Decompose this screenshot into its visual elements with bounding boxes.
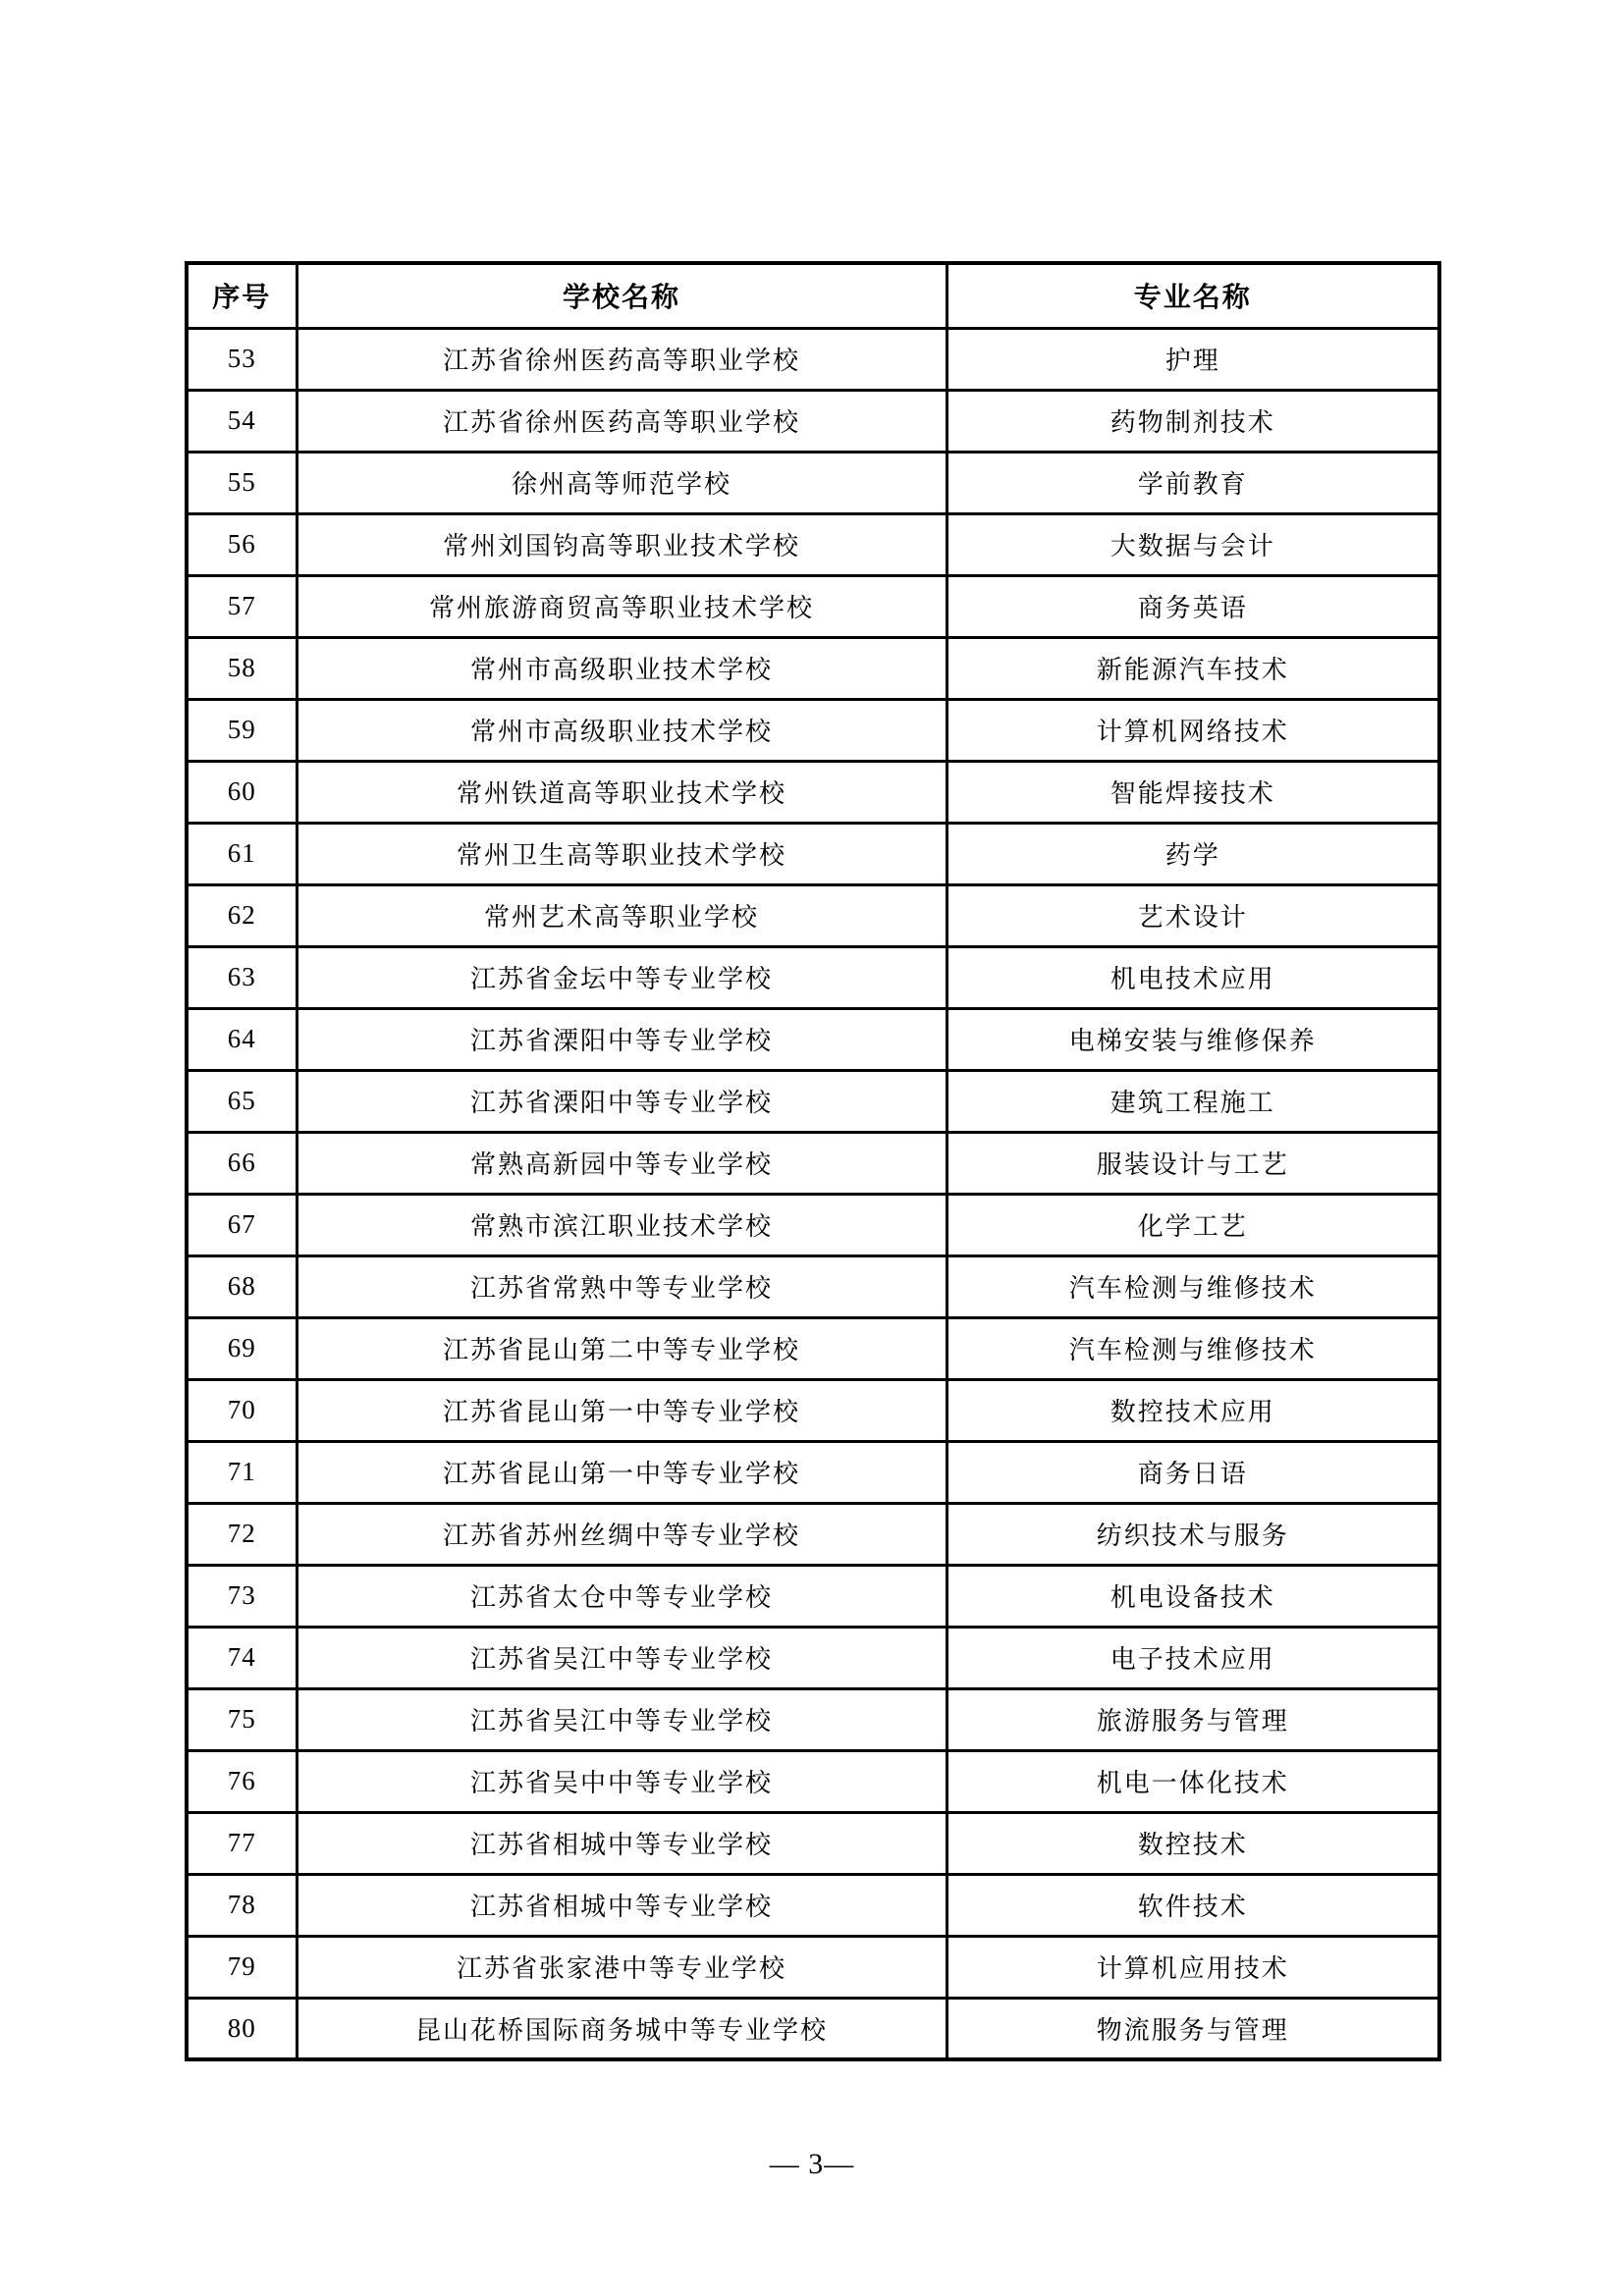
table-row [187,823,1439,884]
school-name-cell: 江苏省吴中中等专业学校 [297,1750,947,1812]
serial-number-cell: 58 [187,637,297,699]
table-row [187,1874,1439,1936]
major-name-cell: 计算机应用技术 [947,1936,1439,1998]
school-name-cell: 常州艺术高等职业学校 [297,884,947,946]
major-name-cell: 学前教育 [947,452,1439,513]
major-name-cell: 电子技术应用 [947,1627,1439,1688]
major-name-cell: 化学工艺 [947,1194,1439,1255]
serial-number-cell: 57 [187,575,297,637]
table-row [187,1317,1439,1379]
serial-number-cell: 72 [187,1503,297,1565]
table-row [187,1070,1439,1132]
table-row [187,699,1439,761]
school-name-cell: 江苏省溧阳中等专业学校 [297,1070,947,1132]
school-name-cell: 江苏省溧阳中等专业学校 [297,1008,947,1070]
table-row [187,328,1439,390]
school-name-cell: 江苏省金坛中等专业学校 [297,946,947,1008]
header-cell-serial-number: 序号 [187,263,297,328]
school-name-cell: 江苏省吴江中等专业学校 [297,1627,947,1688]
serial-number-cell: 76 [187,1750,297,1812]
major-name-cell: 物流服务与管理 [947,1998,1439,2059]
major-name-cell: 机电一体化技术 [947,1750,1439,1812]
major-name-cell: 药物制剂技术 [947,390,1439,452]
serial-number-cell: 55 [187,452,297,513]
school-name-cell: 江苏省徐州医药高等职业学校 [297,390,947,452]
school-name-cell: 江苏省吴江中等专业学校 [297,1688,947,1750]
table-row [187,1688,1439,1750]
serial-number-cell: 79 [187,1936,297,1998]
school-name-cell: 江苏省相城中等专业学校 [297,1812,947,1874]
school-name-cell: 常州铁道高等职业技术学校 [297,761,947,823]
major-name-cell: 机电设备技术 [947,1565,1439,1627]
serial-number-cell: 53 [187,328,297,390]
table-header-row [187,263,1439,328]
school-name-cell: 徐州高等师范学校 [297,452,947,513]
serial-number-cell: 62 [187,884,297,946]
major-name-cell: 大数据与会计 [947,513,1439,575]
table-row [187,390,1439,452]
table-row [187,1008,1439,1070]
school-name-cell: 江苏省常熟中等专业学校 [297,1255,947,1317]
school-name-cell: 常州卫生高等职业技术学校 [297,823,947,884]
table-row [187,1750,1439,1812]
major-name-cell: 数控技术 [947,1812,1439,1874]
table-row [187,1936,1439,1998]
table-body [187,328,1439,2059]
school-name-cell: 常熟市滨江职业技术学校 [297,1194,947,1255]
school-name-cell: 常州刘国钧高等职业技术学校 [297,513,947,575]
serial-number-cell: 66 [187,1132,297,1194]
table-row [187,1503,1439,1565]
table-row [187,637,1439,699]
major-name-cell: 药学 [947,823,1439,884]
serial-number-cell: 60 [187,761,297,823]
major-name-cell: 智能焊接技术 [947,761,1439,823]
table-row [187,1812,1439,1874]
serial-number-cell: 77 [187,1812,297,1874]
major-name-cell: 艺术设计 [947,884,1439,946]
serial-number-cell: 59 [187,699,297,761]
table-row [187,1627,1439,1688]
header-cell-school-name: 学校名称 [297,263,947,328]
school-name-cell: 江苏省昆山第二中等专业学校 [297,1317,947,1379]
table-row [187,452,1439,513]
serial-number-cell: 73 [187,1565,297,1627]
major-name-cell: 护理 [947,328,1439,390]
school-name-cell: 江苏省徐州医药高等职业学校 [297,328,947,390]
school-name-cell: 江苏省苏州丝绸中等专业学校 [297,1503,947,1565]
table-row [187,1255,1439,1317]
table-row [187,513,1439,575]
table-row [187,575,1439,637]
major-name-cell: 服装设计与工艺 [947,1132,1439,1194]
serial-number-cell: 64 [187,1008,297,1070]
table-row [187,884,1439,946]
table-row [187,761,1439,823]
school-name-cell: 昆山花桥国际商务城中等专业学校 [297,1998,947,2059]
serial-number-cell: 71 [187,1441,297,1503]
table-row [187,946,1439,1008]
school-name-cell: 常州市高级职业技术学校 [297,637,947,699]
major-name-cell: 商务日语 [947,1441,1439,1503]
major-name-cell: 汽车检测与维修技术 [947,1317,1439,1379]
school-name-cell: 江苏省相城中等专业学校 [297,1874,947,1936]
table-row [187,1132,1439,1194]
serial-number-cell: 70 [187,1379,297,1441]
table-row [187,1441,1439,1503]
table-row [187,1379,1439,1441]
major-name-cell: 汽车检测与维修技术 [947,1255,1439,1317]
serial-number-cell: 78 [187,1874,297,1936]
serial-number-cell: 65 [187,1070,297,1132]
major-name-cell: 计算机网络技术 [947,699,1439,761]
school-major-table [185,261,1441,2061]
table-row [187,1565,1439,1627]
major-name-cell: 软件技术 [947,1874,1439,1936]
serial-number-cell: 54 [187,390,297,452]
school-name-cell: 常州旅游商贸高等职业技术学校 [297,575,947,637]
table-row [187,1194,1439,1255]
major-name-cell: 纺织技术与服务 [947,1503,1439,1565]
serial-number-cell: 68 [187,1255,297,1317]
major-name-cell: 新能源汽车技术 [947,637,1439,699]
serial-number-cell: 74 [187,1627,297,1688]
serial-number-cell: 63 [187,946,297,1008]
major-name-cell: 电梯安装与维修保养 [947,1008,1439,1070]
table-row [187,1998,1439,2059]
serial-number-cell: 61 [187,823,297,884]
major-name-cell: 旅游服务与管理 [947,1688,1439,1750]
major-name-cell: 机电技术应用 [947,946,1439,1008]
serial-number-cell: 56 [187,513,297,575]
serial-number-cell: 75 [187,1688,297,1750]
school-name-cell: 江苏省昆山第一中等专业学校 [297,1441,947,1503]
major-name-cell: 建筑工程施工 [947,1070,1439,1132]
serial-number-cell: 80 [187,1998,297,2059]
serial-number-cell: 69 [187,1317,297,1379]
major-name-cell: 数控技术应用 [947,1379,1439,1441]
school-name-cell: 江苏省太仓中等专业学校 [297,1565,947,1627]
header-cell-major-name: 专业名称 [947,263,1439,328]
page-number: — 3— [769,2148,855,2180]
major-name-cell: 商务英语 [947,575,1439,637]
school-name-cell: 江苏省昆山第一中等专业学校 [297,1379,947,1441]
school-name-cell: 常熟高新园中等专业学校 [297,1132,947,1194]
school-name-cell: 江苏省张家港中等专业学校 [297,1936,947,1998]
serial-number-cell: 67 [187,1194,297,1255]
school-name-cell: 常州市高级职业技术学校 [297,699,947,761]
